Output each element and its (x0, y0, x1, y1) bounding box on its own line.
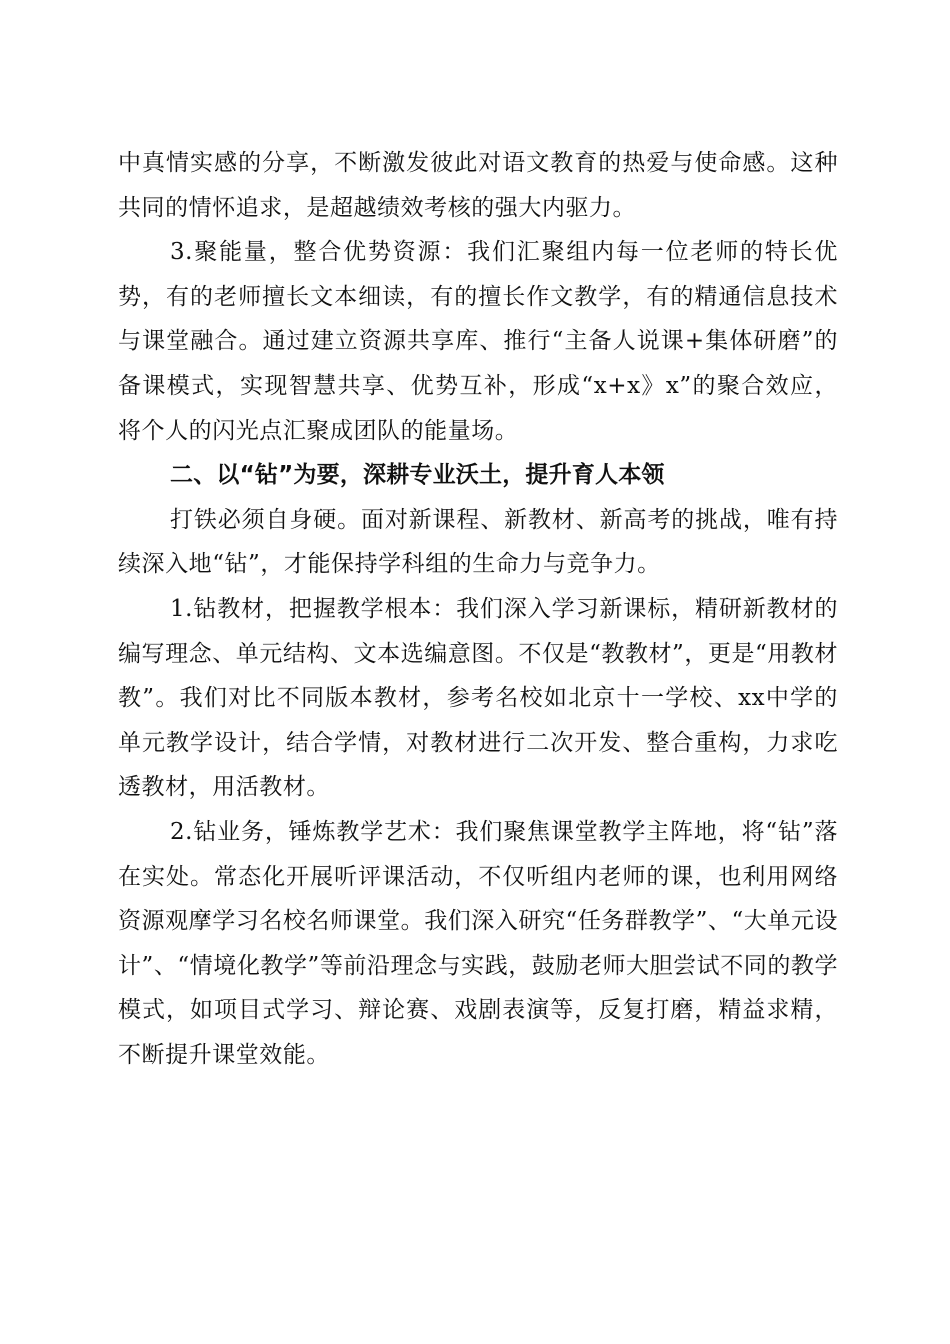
document-body (118, 141, 838, 1077)
paragraph-intro-drill: 打铁必须自身硬。面对新课程、新教材、新高考的挑战，唯有持续深入地“钻”，才能保持学科组的生命力与竞争力。 (118, 506, 838, 578)
paragraph-continuation: 中真情实感的分享，不断激发彼此对语文教育的热爱与使命感。这种共同的情怀追求，是超越绩效考核的强大内驱力。 (118, 150, 838, 221)
paragraph-drill-textbook: 1.钻教材，把握教学根本：我们深入学习新课标，精研新教材的编写理念、单元结构、文本选编意图。不仅是“教教材”，更是“用教材教”。我们对比不同版本教材，参考名校如北京十一学校、xx中学的单元教学设计，结合学情，对教材进行二次开发、整合重构，力求吃透教材，用活教材。 (118, 595, 838, 801)
section-heading-2: 二、以“钻”为要，深耕专业沃土，提升育人本领 (170, 462, 665, 489)
paragraph-gather-energy: 3.聚能量，整合优势资源：我们汇聚组内每一位老师的特长优势，有的老师擅长文本细读，有的擅长作文教学，有的精通信息技术与课堂融合。通过建立资源共享库、推行“主备人说课+集体研磨”的备课模式，实现智慧共享、优势互补，形成“x+x》x”的聚合效应，将个人的闪光点汇聚成团队的能量场。 (118, 239, 838, 444)
paragraph-drill-business: 2.钻业务，锤炼教学艺术：我们聚焦课堂教学主阵地，将“钻”落在实处。常态化开展听评课活动，不仅听组内老师的课，也利用网络资源观摩学习名校名师课堂。我们深入研究“任务群教学”、“大单元设计”、“情境化教学”等前沿理念与实践，鼓励老师大胆尝试不同的教学模式，如项目式学习、辩论赛、戏剧表演等，反复打磨，精益求精，不断提升课堂效能。 (118, 818, 838, 1068)
